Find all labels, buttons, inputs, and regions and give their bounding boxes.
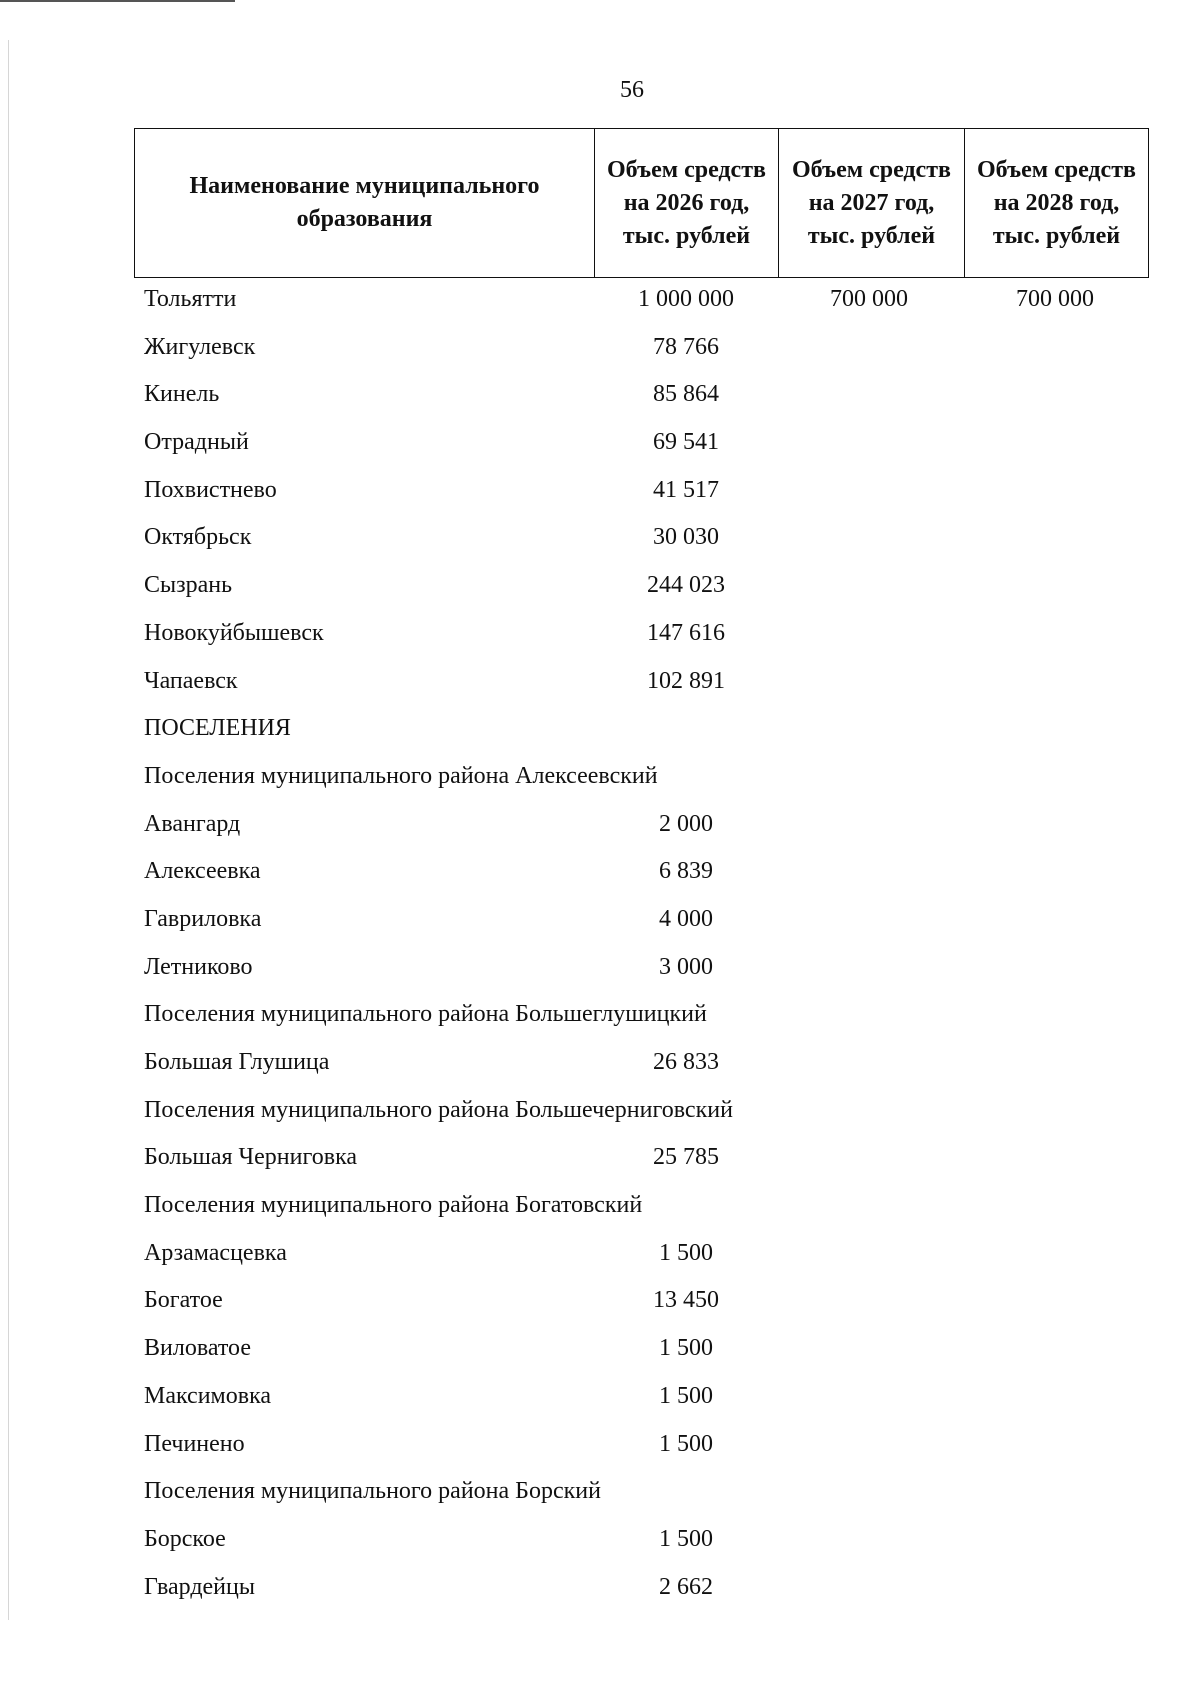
municipality-name: Поселения муниципального района Богатовский — [144, 1192, 643, 1219]
table-row — [0, 1283, 1200, 1331]
municipality-name: Борское — [144, 1525, 226, 1552]
municipality-name: Кинель — [144, 381, 220, 408]
header-2026: Объем средств на 2026 год, тыс. рублей — [595, 129, 779, 278]
table-row — [0, 807, 1200, 855]
table-row — [0, 330, 1200, 378]
value-2026: 2 000 — [659, 810, 713, 837]
table-row — [0, 473, 1200, 521]
table-row — [0, 568, 1200, 616]
header-row — [135, 129, 1149, 278]
table-row — [0, 1093, 1200, 1141]
municipality-name: Тольятти — [144, 286, 237, 312]
value-2026: 102 891 — [647, 667, 725, 694]
value-2026: 26 833 — [653, 1049, 719, 1075]
value-2026: 1 500 — [659, 1430, 713, 1457]
table-row — [0, 616, 1200, 664]
value-2026: 30 030 — [653, 524, 719, 551]
table-row — [0, 1236, 1200, 1284]
table-row — [0, 1570, 1200, 1618]
value-2028: 700 000 — [1016, 286, 1094, 312]
value-2026: 13 450 — [653, 1287, 719, 1314]
table-row — [0, 425, 1200, 473]
value-2026: 244 023 — [647, 572, 725, 599]
table-row — [0, 1140, 1200, 1188]
municipality-name: Октябрьск — [144, 524, 252, 551]
table-row — [0, 1474, 1200, 1522]
municipality-name: Поселения муниципального района Большеглушицкий — [144, 1001, 707, 1028]
municipality-name: Поселения муниципального района Большечерниговский — [144, 1096, 733, 1123]
table-row — [0, 1188, 1200, 1236]
table-row — [0, 664, 1200, 712]
header-2027: Объем средств на 2027 год, тыс. рублей — [779, 129, 965, 278]
value-2026: 1 500 — [659, 1239, 713, 1266]
table-header — [134, 128, 1149, 278]
table-row — [0, 1522, 1200, 1570]
table-row — [0, 997, 1200, 1045]
municipality-name: Гвардейцы — [144, 1573, 255, 1600]
table-row — [0, 759, 1200, 807]
table-row — [0, 950, 1200, 998]
municipality-name: Богатое — [144, 1287, 223, 1314]
table-row — [0, 902, 1200, 950]
municipality-name: Виловатое — [144, 1335, 251, 1362]
table-row — [0, 1379, 1200, 1427]
municipality-name: Поселения муниципального района Борский — [144, 1478, 601, 1505]
table-row — [0, 711, 1200, 759]
header-2028: Объем средств на 2028 год, тыс. рублей — [965, 129, 1149, 278]
municipality-name: Летниково — [144, 953, 253, 980]
value-2026: 69 541 — [653, 429, 719, 456]
municipality-name: Максимовка — [144, 1382, 272, 1409]
table-row — [0, 377, 1200, 425]
value-2027: 700 000 — [830, 286, 908, 312]
table-row — [0, 1427, 1200, 1475]
municipality-name: Новокуйбышевск — [144, 619, 324, 646]
value-2026: 78 766 — [653, 333, 719, 360]
value-2026: 85 864 — [653, 381, 719, 408]
municipality-name: Большая Черниговка — [144, 1144, 358, 1171]
value-2026: 25 785 — [653, 1144, 719, 1171]
value-2026: 1 500 — [659, 1525, 713, 1552]
table-row — [0, 282, 1200, 330]
value-2026: 6 839 — [659, 858, 713, 885]
municipality-name: Отрадный — [144, 429, 249, 456]
municipality-name: Авангард — [144, 810, 241, 837]
header-municipality: Наименование муниципального образования — [135, 129, 595, 278]
table-body — [0, 282, 1200, 1617]
municipality-name: Поселения муниципального района Алексеевский — [144, 762, 658, 789]
municipality-name: Похвистнево — [144, 476, 277, 503]
municipality-name: ПОСЕЛЕНИЯ — [144, 715, 291, 742]
value-2026: 1 500 — [659, 1335, 713, 1362]
table-row — [0, 854, 1200, 902]
value-2026: 1 500 — [659, 1382, 713, 1409]
value-2026: 1 000 000 — [638, 286, 734, 312]
municipality-name: Жигулевск — [144, 333, 256, 360]
municipality-name: Большая Глушица — [144, 1049, 330, 1075]
value-2026: 3 000 — [659, 953, 713, 980]
municipality-name: Печинено — [144, 1430, 245, 1457]
table-row — [0, 1331, 1200, 1379]
value-2026: 147 616 — [647, 619, 725, 646]
municipality-name: Арзамасцевка — [144, 1239, 287, 1266]
municipality-name: Чапаевск — [144, 667, 238, 694]
table-row — [0, 520, 1200, 568]
municipality-name: Сызрань — [144, 572, 233, 599]
value-2026: 2 662 — [659, 1573, 713, 1600]
value-2026: 41 517 — [653, 476, 719, 503]
page-number: 56 — [620, 77, 644, 103]
value-2026: 4 000 — [659, 905, 713, 932]
table-row — [0, 1045, 1200, 1093]
municipality-name: Гавриловка — [144, 905, 262, 932]
scan-artifact-top — [0, 0, 235, 2]
municipality-name: Алексеевка — [144, 858, 261, 885]
